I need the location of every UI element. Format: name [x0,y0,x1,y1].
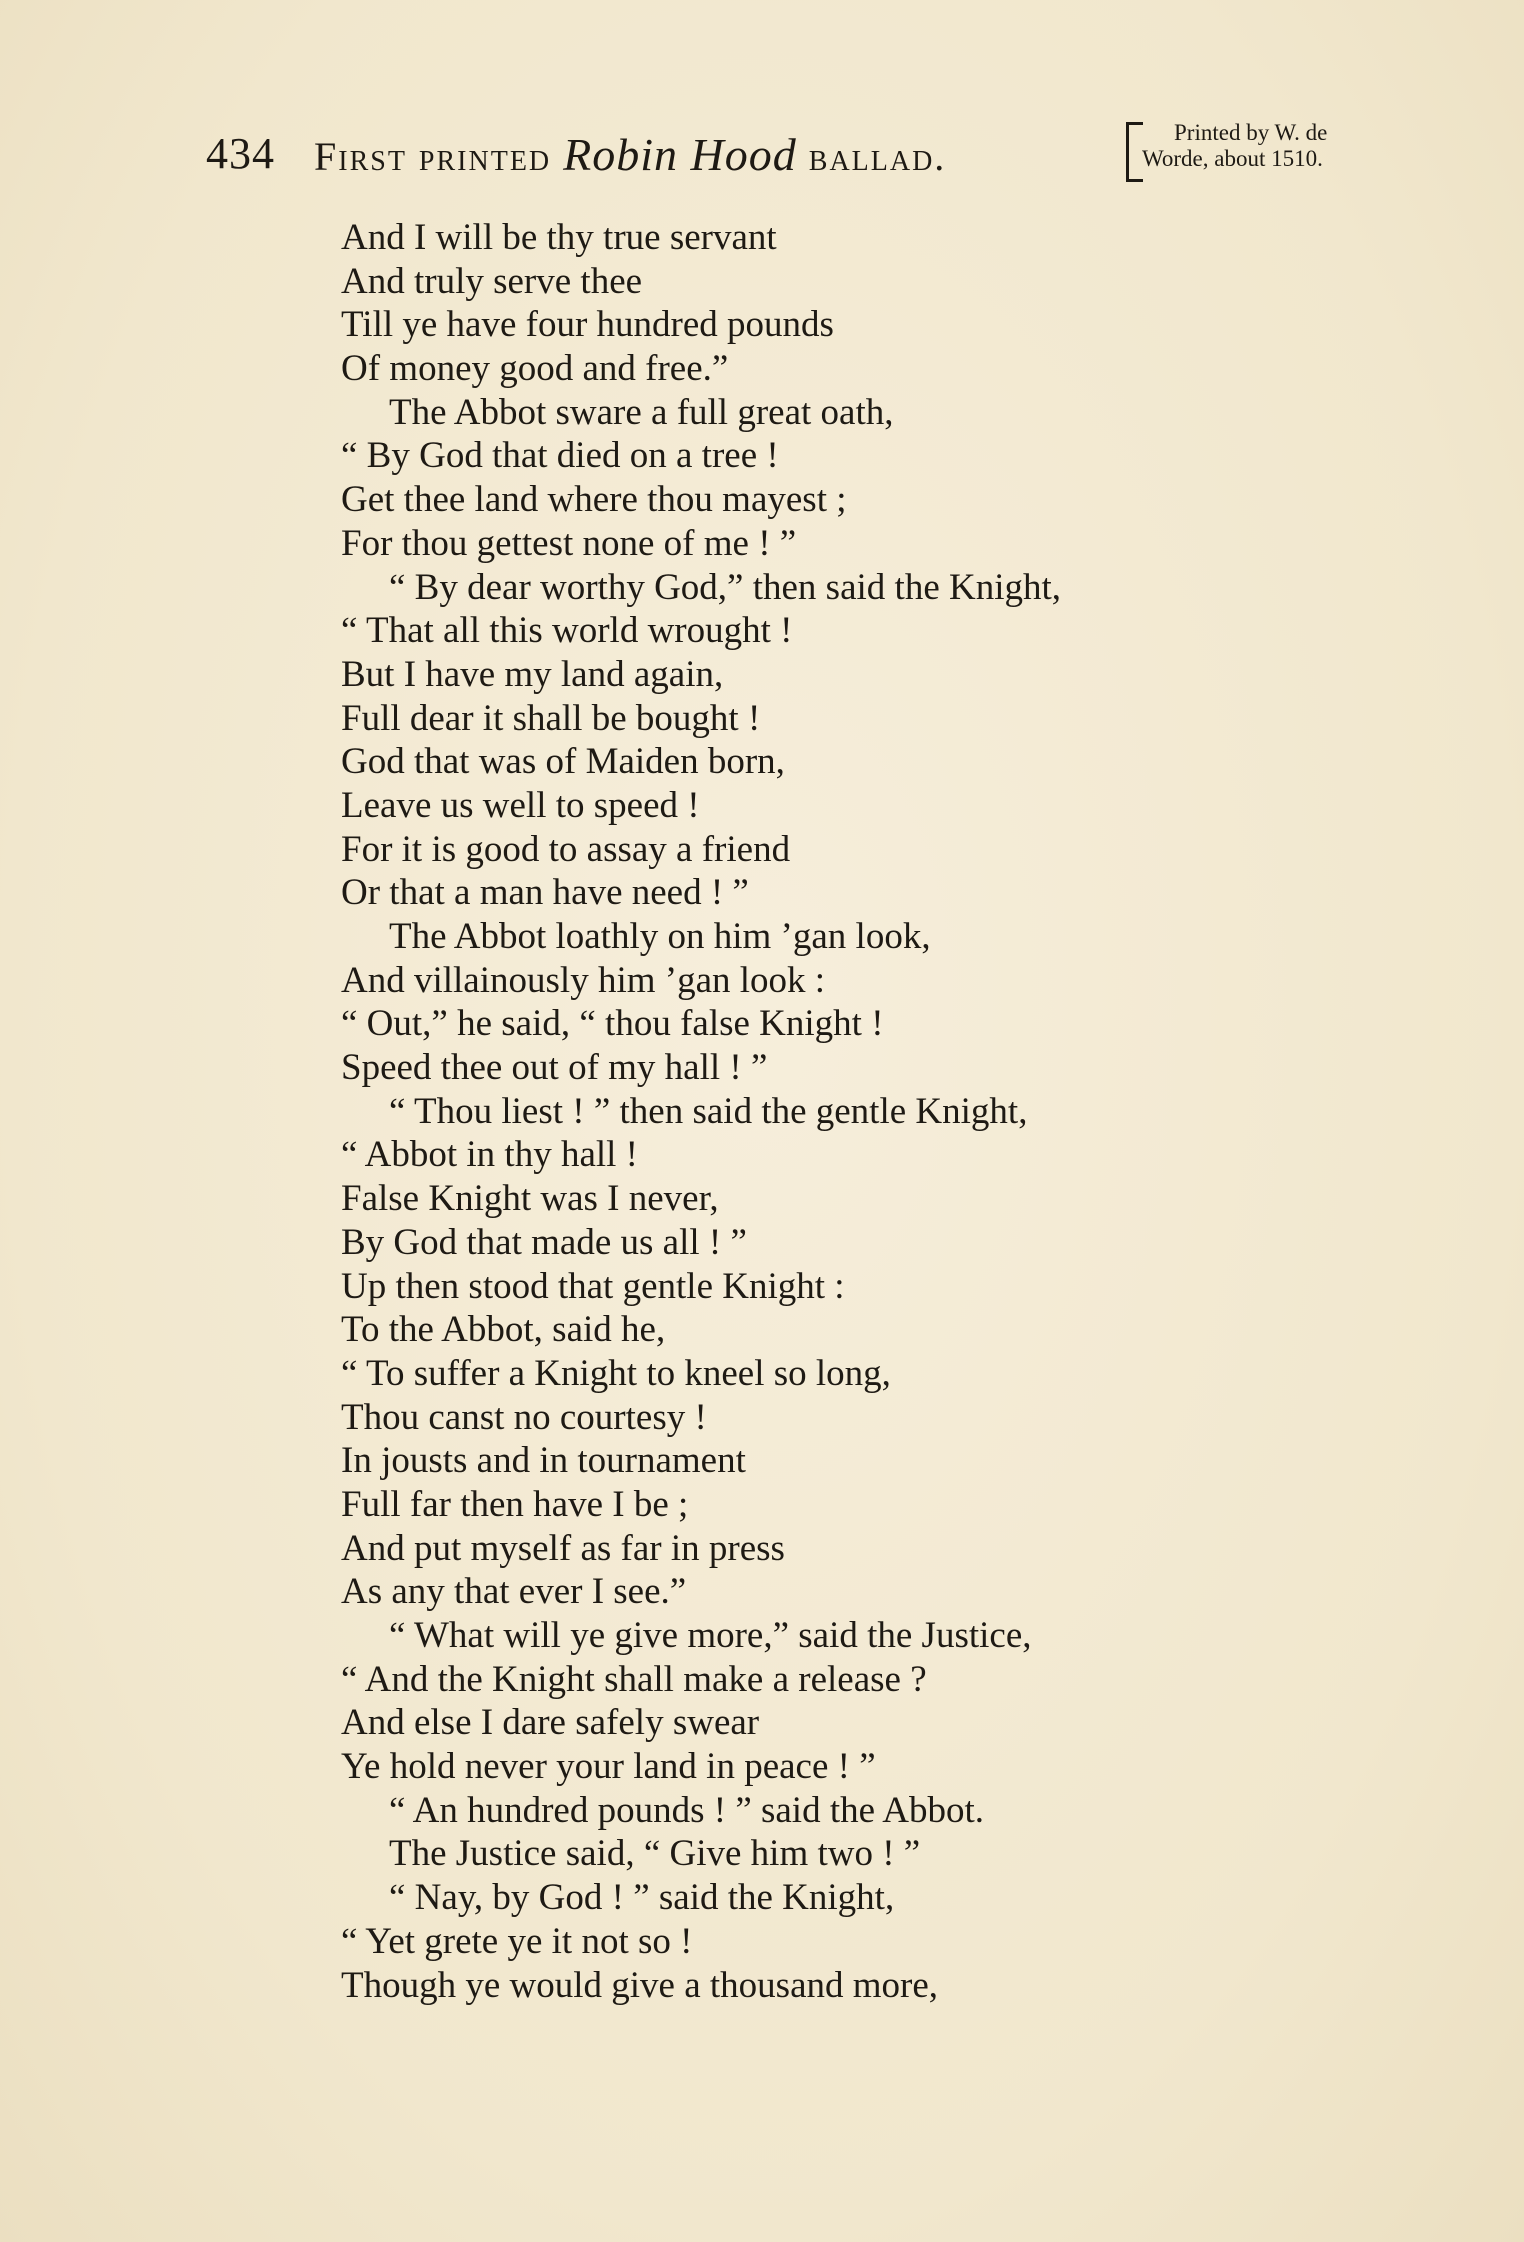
poem-line: “ What will ye give more,” said the Justice, [389,1615,1032,1656]
running-title [314,128,946,181]
running-title-italic: Robin Hood [563,129,797,180]
page-header [206,118,1386,188]
poem-line: “ By dear worthy God,” then said the Knight, [389,566,1062,608]
poem-line: God that was of Maiden born, [341,741,785,783]
printer-note-line-2: Worde, about 1510. [1142,146,1323,171]
poem-line: “ And the Knight shall make a release ? [341,1658,927,1700]
poem-line: Or that a man have need ! ” [341,872,749,914]
poem-line: “ Out,” he said, “ thou false Knight ! [341,1003,884,1045]
printer-note-line-1: Printed by W. de [1174,120,1328,145]
poem-line: The Abbot sware a full great oath, [389,391,894,433]
poem-line: Leave us well to speed ! [341,784,700,826]
poem-line: For it is good to assay a friend [341,828,791,870]
poem-line: “ Thou liest ! ” then said the gentle Knight, [389,1090,1028,1132]
poem-line: Though ye would give a thousand more, [341,1964,939,2006]
page-number: 434 [206,129,275,178]
running-title-part1: First printed [314,134,564,179]
poem-line: Ye hold never your land in peace ! ” [341,1746,876,1788]
poem-line: And I will be thy true servant [341,217,777,258]
poem-line: Till ye have four hundred pounds [341,304,834,346]
poem-line: False Knight was I never, [341,1178,719,1220]
poem-line: “ Yet grete ye it not so ! [341,1920,693,1962]
poem-line: Get thee land where thou mayest ; [341,479,847,521]
poem-line: And else I dare safely swear [341,1702,760,1744]
poem-line: But I have my land again, [341,653,724,695]
poem-line: “ Nay, by God ! ” said the Knight, [389,1877,895,1919]
poem-line: To the Abbot, said he, [341,1309,666,1351]
poem-line: “ Abbot in thy hall ! [341,1134,638,1176]
poem-line: “ An hundred pounds ! ” said the Abbot. [389,1789,984,1831]
poem-line: “ To suffer a Knight to kneel so long, [341,1352,891,1394]
running-title-part2: ballad. [796,134,947,179]
poem-line: Full dear it shall be bought ! [341,697,761,739]
bracket-mark [1126,122,1143,182]
poem-line: In jousts and in tournament [341,1440,746,1482]
poem-line: Up then stood that gentle Knight : [341,1265,845,1307]
poem-line: As any that ever I see.” [341,1571,687,1613]
poem-line: The Abbot loathly on him ’gan look, [389,916,931,957]
poem-line: The Justice said, “ Give him two ! ” [389,1833,921,1875]
poem-line: Full far then have I be ; [341,1483,689,1525]
poem-line: And truly serve thee [341,260,643,302]
poem-line: Thou canst no courtesy ! [341,1396,707,1438]
poem-line: By God that made us all ! ” [341,1221,747,1263]
poem-line: “ That all this world wrought ! [341,610,793,652]
printer-note [1126,118,1376,180]
poem-line: And put myself as far in press [341,1527,785,1569]
poem-line: “ By God that died on a tree ! [341,435,779,477]
poem-line: For thou gettest none of me ! ” [341,522,797,564]
poem-line: Of money good and free.” [341,348,729,390]
poem-line: Speed thee out of my hall ! ” [341,1047,768,1089]
poem-line: And villainously him ’gan look : [341,959,826,1001]
poem-text [341,216,1391,2007]
